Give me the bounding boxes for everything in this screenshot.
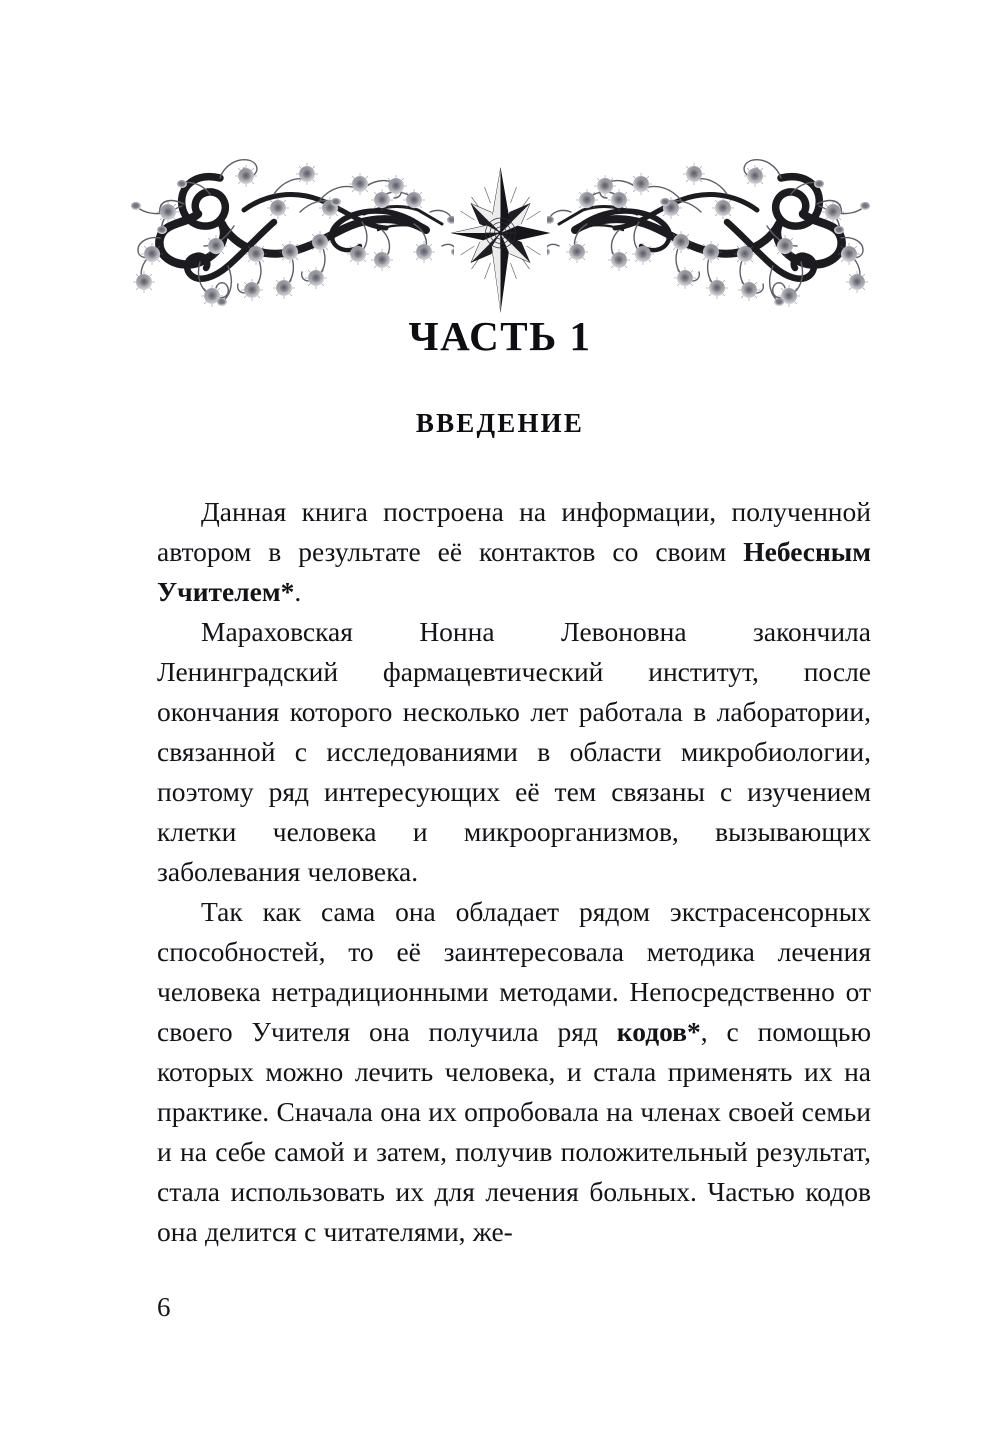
compass-star-ornament (448, 165, 553, 315)
paragraph (157, 612, 871, 892)
body-text (157, 492, 871, 1252)
text-run: . (294, 576, 302, 607)
paragraph (157, 492, 871, 612)
emphasis-run: кодов* (616, 1016, 701, 1047)
page-number: 6 (157, 1292, 171, 1322)
emphasis-run: Небесным Учителем* (157, 536, 871, 607)
paragraph (157, 892, 871, 1252)
part-title: ЧАСТЬ 1 (408, 313, 592, 359)
floral-scroll-ornament-left (124, 150, 454, 330)
text-run: , с помощью которых можно лечить человека, и стала применять их на практике. Сначала она их опробовала на членах своей семьи и на себе самой и затем, получив положительный результат, стала использовать их для лечения больных. Частью кодов она делится с читателями, же- (157, 1016, 871, 1247)
text-run: Мараховская Нонна Левоновна закончила Ленинградский фармацевтический институт, после окончания которого несколько лет работала в лаборатории, связанной с исследованиями в области микробиологии, поэтому ряд интересующих её тем связаны с изучением клетки человека и микроорганизмов, вызывающих заболевания человека. (157, 616, 871, 887)
floral-scroll-ornament-right (547, 150, 877, 330)
text-run: Так как сама она обладает рядом экстрасенсорных способностей, то её заинтересовала методика лечения человека нетрадиционными методами. Непосредственно от своего Учителя она получила ряд (157, 896, 871, 1047)
text-run: Данная книга построена на информации, полученной автором в результате её контактов со своим (157, 496, 871, 567)
section-title: ВВЕДЕНИЕ (415, 408, 585, 438)
chapter-ornament-band (0, 150, 1000, 330)
